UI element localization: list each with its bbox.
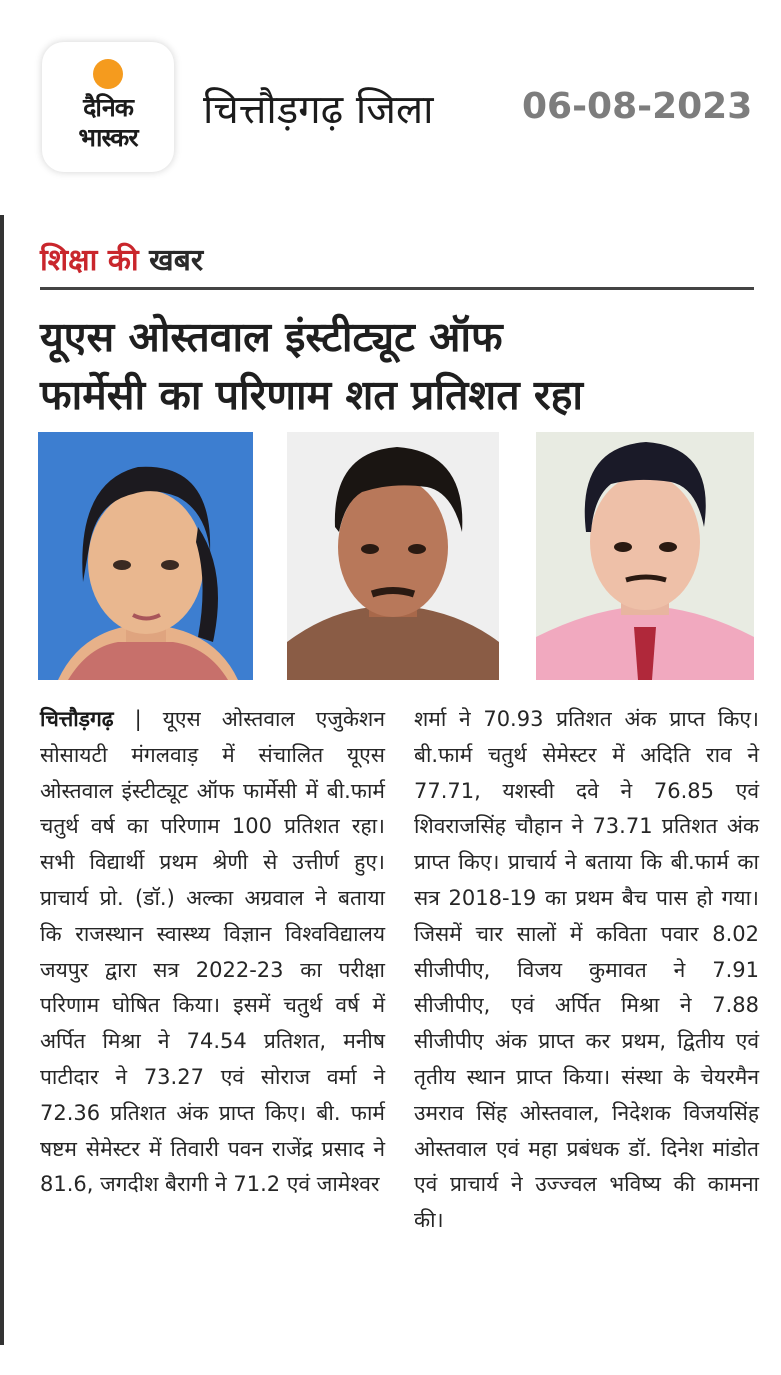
- article-body-col2: शर्मा ने 70.93 प्रतिशत अंक प्राप्त किए। बी.फार्म चतुर्थ सेमेस्टर में अदिति राव ने 77.71, यशस्वी दवे ने 76.85 एवं शिवराजसिंह चौहान ने 73.71 प्रतिशत अंक प्राप्त किए। प्राचार्य ने बताया कि बी.फार्म का सत्र 2018-19 का प्रथम बैच पास हो गया। जिसमें चार सालों में कविता पवार 8.02 सीजीपीए, विजय कुमावत ने 7.91 सीजीपीए, एवं अर्पित मिश्रा ने 7.88 सीजीपीए अंक प्राप्त कर प्रथम, द्वितीय एवं तृतीय स्थान प्राप्त किया। संस्था के चेयरमैन उमराव सिंह ओस्तवाल, निदेशक विजयसिंह ओस्तवाल एवं महा प्रबंधक डॉ. दिनेश मांडोत एवं प्राचार्य ने उज्ज्वल भविष्य की कामना की।: [414, 707, 759, 1233]
- article-body-col1: यूएस ओस्तवाल एजुकेशन सोसायटी मंगलवाड़ में संचालित यूएस ओस्तवाल इंस्टीट्यूट ऑफ फार्मेसी में बी.फार्म चतुर्थ वर्ष का परिणाम 100 प्रतिशत रहा। सभी विद्यार्थी प्रथम श्रेणी से उत्तीर्ण हुए। प्राचार्य प्रो. (डॉ.) अल्का अग्रवाल ने बताया कि राजस्थान स्वास्थ्य विज्ञान विश्वविद्यालय जयपुर द्वारा सत्र 2022-23 का परीक्षा परिणाम घोषित किया। इसमें चतुर्थ वर्ष में अर्पित मिश्रा ने 74.54 प्रतिशत, मनीष पाटीदार ने 73.27 एवं सोराज वर्मा ने 72.36 प्रतिशत अंक प्राप्त किए। बी. फार्म षष्टम सेमेस्टर में तिवारी पवन राजेंद्र प्रसाद ने 81.6, जगदीश बैरागी ने 71.2 एवं जामेश्वर: [40, 707, 385, 1197]
- section-label-red: शिक्षा की: [40, 243, 139, 278]
- article-headline: [40, 308, 765, 424]
- section-divider: [40, 287, 754, 290]
- headline-line2: फार्मेसी का परिणाम शत प्रतिशत रहा: [40, 371, 583, 419]
- page-left-rule: [0, 215, 4, 1345]
- article-dateline: चित्तौड़गढ़: [40, 707, 114, 731]
- student-photo-2: [287, 432, 499, 680]
- section-label-dark: खबर: [149, 243, 204, 278]
- section-label: [40, 238, 203, 279]
- dateline-separator: |: [134, 707, 142, 731]
- dainik-bhaskar-logo: [42, 42, 174, 172]
- article-column-1: [40, 702, 385, 1203]
- edition-date: 06-08-2023: [522, 86, 753, 127]
- article-column-2: [414, 702, 759, 1239]
- student-photo-1: [38, 432, 253, 680]
- logo-text-line2: भास्कर: [78, 123, 138, 152]
- district-title: चित्तौड़गढ़ जिला: [203, 87, 434, 133]
- sun-dot-icon: [93, 59, 123, 89]
- logo-text-line1: दैनिक: [83, 93, 133, 122]
- student-photo-3: [536, 432, 754, 680]
- headline-line1: यूएस ओस्तवाल इंस्टीट्यूट ऑफ: [40, 313, 503, 361]
- page-header: [0, 0, 781, 210]
